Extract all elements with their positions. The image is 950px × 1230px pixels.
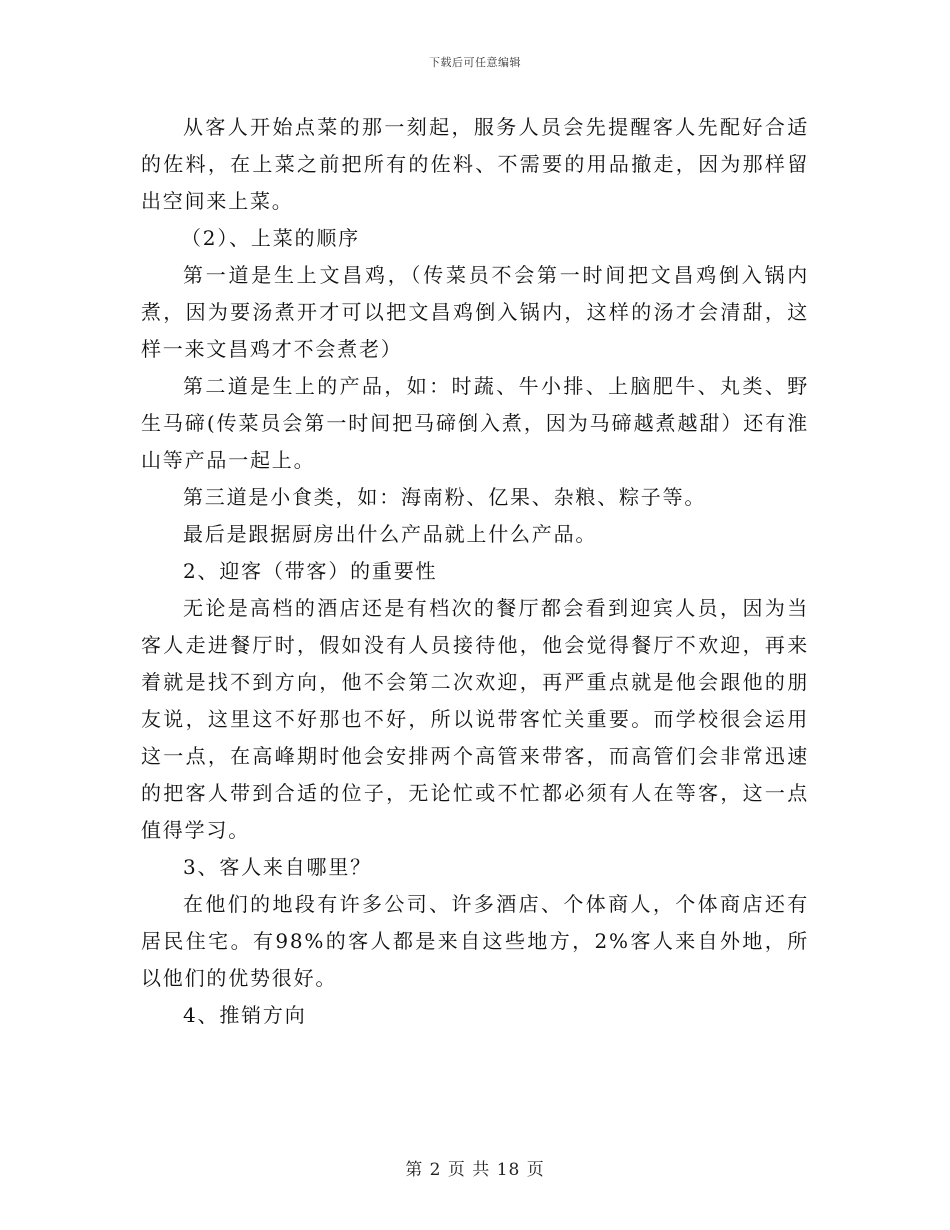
paragraph-first-course: 第一道是生上文昌鸡，（传菜员不会第一时间把文昌鸡倒入锅内煮，因为要汤煮开才可以把文昌鸡倒入锅内，这样的汤才会清甜，这样一来文昌鸡才不会煮老） [141,263,809,361]
paragraph-ordering-intro: 从客人开始点菜的那一刻起，服务人员会先提醒客人先配好合适的佐料，在上菜之前把所有的佐料、不需要的用品撤走，因为那样留出空间来上菜。 [141,115,809,213]
page-number: 第 2 页 共 18 页 [405,1160,545,1180]
paragraph-greeting: 无论是高档的酒店还是有档次的餐厅都会看到迎宾人员，因为当客人走进餐厅时，假如没有人员接待他，他会觉得餐厅不欢迎，再来着就是找不到方向，他不会第二次欢迎，再严重点就是他会跟他的朋友说，这里这不好那也不好，所以说带客忙关重要。而学校很会运用这一点，在高峰期时他会安排两个高管来带客，而高管们会非常迅速的把客人带到合适的位子，无论忙或不忙都必须有人在等客，这一点值得学习。 [141,596,809,842]
section-heading-serving-order: （2）、上菜的顺序 [181,226,360,250]
page-header: 下载后可任意编辑 [429,56,521,69]
section-heading-promotion: 4、推销方向 [183,1003,307,1027]
section-heading-customer-origin: 3、客人来自哪里？ [183,855,372,879]
body-text [141,109,809,1034]
paragraph-customer-origin: 在他们的地段有许多公司、许多酒店、个体商人，个体商店还有居民住宅。有98%的客人都是来自这些地方，2%客人来自外地，所以他们的优势很好。 [141,892,809,990]
section-heading-greeting: 2、迎客（带客）的重要性 [183,559,438,583]
paragraph-last-course: 最后是跟据厨房出什么产品就上什么产品。 [183,522,598,546]
paragraph-second-course: 第二道是生上的产品，如：时蔬、牛小排、上脑肥牛、丸类、野生马碲(传菜员会第一时间把马碲倒入煮，因为马碲越煮越甜）还有淮山等产品一起上。 [141,374,809,472]
paragraph-third-course: 第三道是小食类，如：海南粉、亿果、杂粮、粽子等。 [183,485,707,509]
